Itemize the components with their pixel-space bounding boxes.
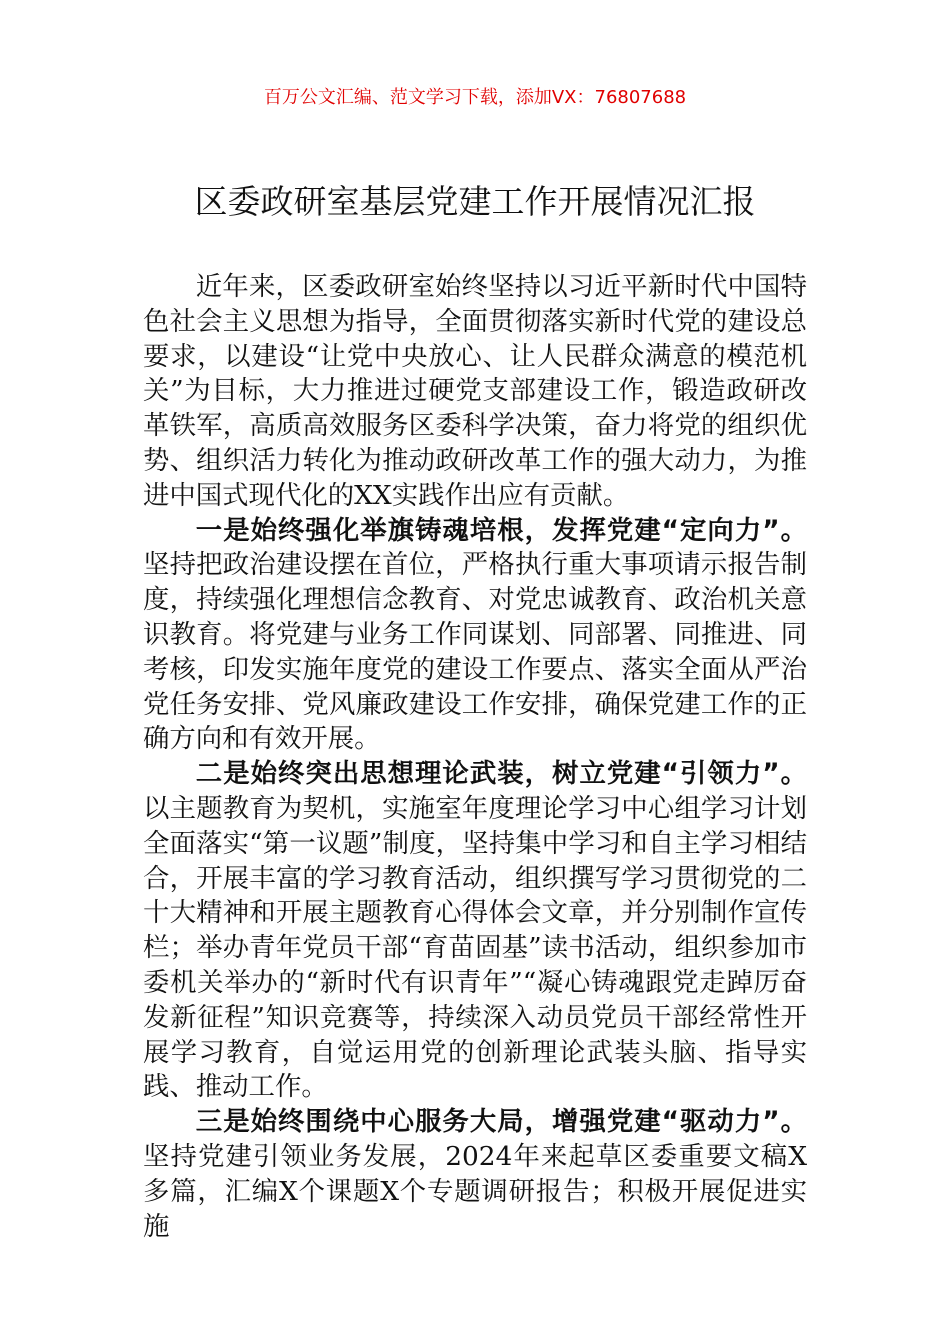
paragraph-text: 坚持党建引领业务发展，2024年来起草区委重要文稿X多篇，汇编X个课题X个专题调研报告；积极开展促进实施: [143, 1140, 807, 1242]
paragraph-lead: 二是始终突出思想理论武装，树立党建“引领力”。: [195, 758, 807, 790]
paragraph-text: 坚持把政治建设摆在首位，严格执行重大事项请示报告制度，持续强化理想信念教育、对党忠诚教育、政治机关意识教育。将党建与业务工作同谋划、同部署、同推进、同考核，印发实施年度党的建设工作要点、落实全面从严治党任务安排、党风廉政建设工作安排，确保党建工作的正确方向和有效开展。: [143, 549, 807, 755]
paragraph-lead: 三是始终围绕中心服务大局，增强党建“驱动力”。: [195, 1106, 807, 1138]
watermark-text: 百万公文汇编、范文学习下载，添加VX：76807688: [263, 87, 687, 108]
paragraph-text: 以主题教育为契机，实施室年度理论学习中心组学习计划全面落实“第一议题”制度，坚持集中学习和自主学习相结合，开展丰富的学习教育活动，组织撰写学习贯彻党的二十大精神和开展主题教育心得体会文章，并分别制作宣传栏；举办青年党员干部“育苗固基”读书活动，组织参加市委机关举办的“新时代有识青年”“凝心铸魂跟党走踔厉奋发新征程”知识竞赛等，持续深入动员党员干部经常性开展学习教育，自觉运用党的创新理论武装头脑、指导实践、推动工作。: [143, 792, 807, 1103]
document-body: [143, 270, 807, 1244]
paragraph-point-3: [143, 1105, 807, 1244]
paragraph-point-1: [143, 514, 807, 758]
paragraph-lead: 一是始终强化举旗铸魂培根，发挥党建“定向力”。: [195, 514, 807, 546]
document-title: 区委政研室基层党建工作开展情况汇报: [194, 182, 756, 221]
paragraph-intro: [143, 270, 807, 514]
paragraph-text: 近年来，区委政研室始终坚持以习近平新时代中国特色社会主义思想为指导，全面贯彻落实新时代党的建设总要求，以建设“让党中央放心、让人民群众满意的模范机关”为目标，大力推进过硬党支部建设工作，锻造政研改革铁军，高质高效服务区委科学决策，奋力将党的组织优势、组织活力转化为推动政研改革工作的强大动力，为推进中国式现代化的XX实践作出应有贡献。: [143, 271, 807, 511]
paragraph-point-2: [143, 757, 807, 1105]
